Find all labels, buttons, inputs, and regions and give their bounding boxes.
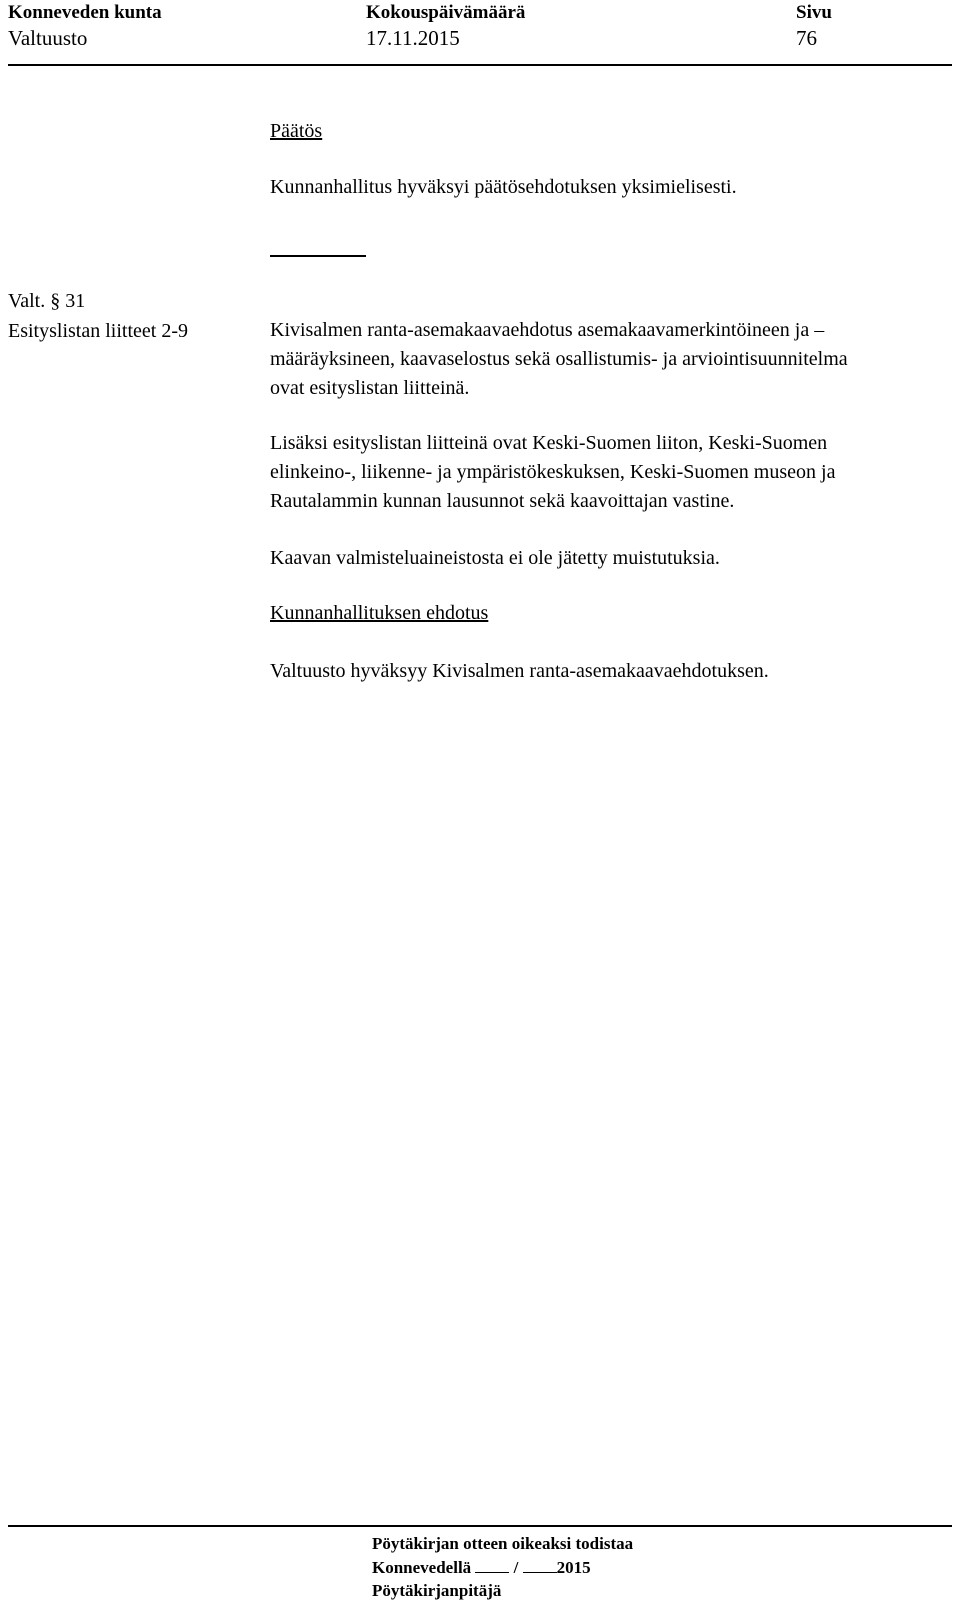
paragraph-line: elinkeino-, liikenne- ja ympäristökeskuksen, Keski-Suomen museon ja [270, 461, 836, 483]
header-org: Konneveden kunta [8, 2, 162, 23]
header-rule [8, 64, 952, 66]
paragraph-line: Kivisalmen ranta-asemakaavaehdotus asemakaavamerkintöineen ja – [270, 319, 825, 341]
paragraph-line: määräyksineen, kaavaselostus sekä osallistumis- ja arviointisuunnitelma [270, 348, 848, 370]
header-date-label: Kokouspäivämäärä [366, 2, 526, 23]
footer-place-date [372, 1558, 591, 1578]
month-blank [523, 1558, 557, 1573]
decision-heading: Päätös [270, 120, 323, 142]
proposal-heading: Kunnanhallituksen ehdotus [270, 602, 489, 624]
header-page-number: 76 [796, 26, 817, 50]
proposal-text: Valtuusto hyväksyy Kivisalmen ranta-asemakaavaehdotuksen. [270, 660, 769, 682]
attachments-label: Esityslistan liitteet 2-9 [8, 320, 188, 342]
paragraph-line: ovat esityslistan liitteinä. [270, 377, 470, 399]
footer-certify: Pöytäkirjan otteen oikeaksi todistaa [372, 1534, 634, 1553]
decision-text: Kunnanhallitus hyväksyi päätösehdotuksen yksimielisesti. [270, 176, 737, 198]
footer-slash: / [513, 1558, 519, 1577]
header-page-label: Sivu [796, 2, 832, 23]
paragraph-line: Lisäksi esityslistan liitteinä ovat Keski-Suomen liiton, Keski-Suomen [270, 432, 828, 454]
footer-rule [8, 1525, 952, 1527]
footer-signer: Pöytäkirjanpitäjä [372, 1581, 502, 1600]
paragraph-objections: Kaavan valmisteluaineistosta ei ole jätetty muistutuksia. [270, 547, 720, 569]
section-number: Valt. § 31 [8, 290, 86, 312]
section-divider [270, 255, 366, 257]
footer-place: Konnevedellä [372, 1558, 472, 1577]
paragraph-attachments [270, 316, 960, 403]
header-body: Valtuusto [8, 26, 88, 50]
paragraph-statements [270, 429, 960, 516]
footer-year: 2015 [556, 1558, 591, 1577]
day-blank [475, 1558, 509, 1573]
header-date: 17.11.2015 [366, 26, 460, 50]
paragraph-line: Rautalammin kunnan lausunnot sekä kaavoittajan vastine. [270, 490, 735, 512]
